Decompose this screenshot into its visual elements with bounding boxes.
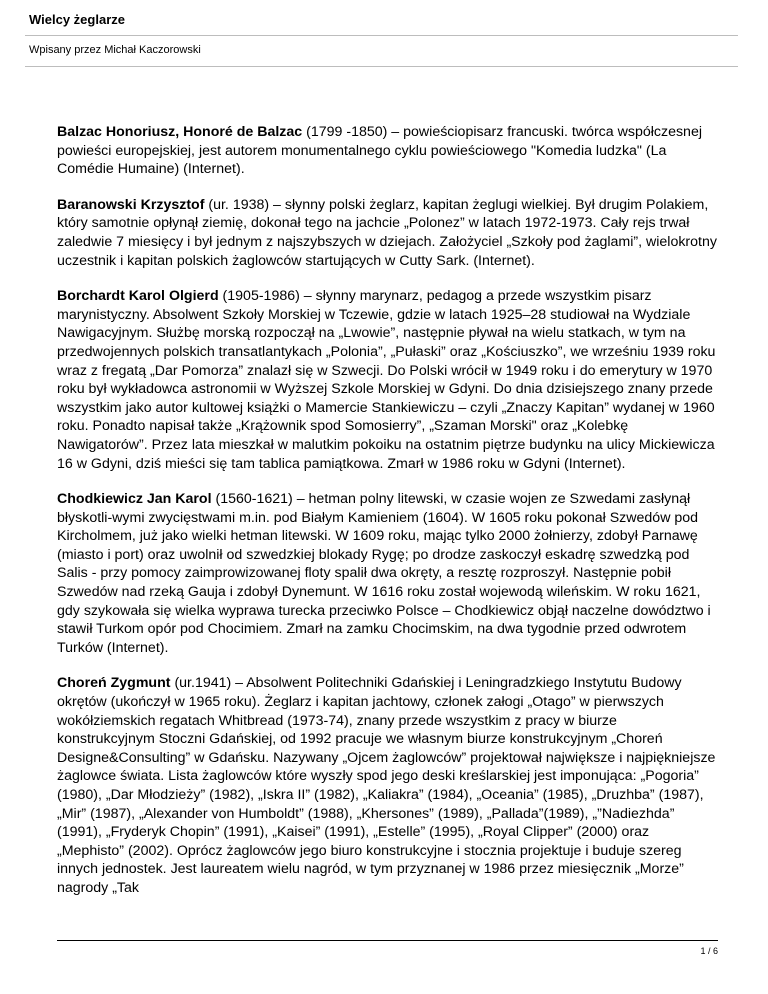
entry-text: (1799 -1850) – powieściopisarz francuski. twórca współczesnej powieści europejskiej, jest autorem monumentalnego cyklu powieściowego "Komedia ludzka" (La Comédie Humaine) (Internet). [57, 124, 702, 178]
entry-text: (1905-1986) – słynny marynarz, pedagog a przede wszystkim pisarz marynistyczny. Absolwent Szkoły Morskiej w Tczewie, gdzie w latach 1925–28 studiował na Wydziale Nawigacyjnym. Służbę morską rozpoczął na „Lwowie”, następnie pływał na wielu statkach, w tym na przedwojennych polskich transatlantykach „Polonia”, „Pułaski” oraz „Kościuszko”, we wrześniu 1939 roku wraz z fregatą „Dar Pomorza” znalazł się w Szwecji. Do Polski wrócił w 1949 roku i do emerytury w 1970 roku był wykładowca astronomii w Wyższej Szkole Morskiej w Gdyni. Do dnia dzisiejszego znany przede wszystkim jako autor kultowej książki o Mamercie Stankiewiczu – czyli „Znaczy Kapitan” wydanej w 1960 roku. Ponadto napisał także „Krążownik spod Somosierry”, „Szaman Morski" oraz „Kolebkę Nawigatorów”. Przez lata mieszkał w malutkim pokoiku na ostatnim piętrze budynku na ulicy Mickiewicza 16 w Gdyni, dziś mieści się tam tablica pamiątkowa. Zmarł w 1986 roku w Gdyni (Internet). [57, 288, 716, 472]
article-body [57, 123, 717, 915]
page-header-title: Wielcy żeglarze [29, 12, 125, 27]
entry-name: Baranowski Krzysztof [57, 196, 205, 213]
page-number: 1 / 6 [700, 946, 718, 956]
entry-text: (1560-1621) – hetman polny litewski, w czasie wojen ze Szwedami zasłynął błyskotli-wymi zwycięstwami m.in. pod Białym Kamieniem (1604). W 1605 roku pokonał Szwedów pod Kircholmem, już jako wielki hetman litewski. W 1609 roku, mając tylko 2000 żołnierzy, zdobył Parnawę (miasto i port) oraz uwolnił od szwedzkiej blokady Rygę; po drodze zaskoczył eskadrę szwedzką pod Salis - przy pomocy zaimprowizowanej floty spalił dwa okręty, a resztę rozproszył. Następnie pobił Szwedów nad rzeką Gauja i zdobył Dynemunt. W 1616 roku został wojewodą wileńskim. W roku 1621, gdy szykowała się wielka wyprawa turecka przeciwko Polsce – Chodkiewicz objął naczelne dowództwo i stawił Turkom opór pod Chocimiem. Zmarł na zamku Chocimskim, na dwa tygodnie przed odwrotem Turków (Internet). [57, 491, 711, 656]
page-header-author: Wpisany przez Michał Kaczorowski [29, 44, 201, 56]
entry-chodkiewicz [57, 490, 717, 657]
header-divider-lower [25, 66, 738, 67]
entry-borchardt [57, 287, 717, 473]
entry-text: (ur. 1938) – słynny polski żeglarz, kapitan żeglugi wielkiej. Był drugim Polakiem, który samotnie opłynął ziemię, dokonał tego na jachcie „Polonez” w latach 1972-1973. Cały rejs trwał zaledwie 7 miesięcy i był jednym z najszybszych w dziejach. Założyciel „Szkoły pod żaglami”, wielokrotny uczestnik i kapitan polskich żaglowców startujących w Cutty Sark. (Internet). [57, 196, 717, 269]
entry-name: Borchardt Karol Olgierd [57, 288, 219, 305]
entry-choren [57, 674, 717, 897]
entry-name: Balzac Honoriusz, Honoré de Balzac [57, 124, 303, 140]
entry-baranowski [57, 196, 717, 270]
entry-name: Chodkiewicz Jan Karol [57, 491, 212, 508]
entry-name: Choreń Zygmunt [57, 675, 171, 692]
entry-balzac [57, 123, 717, 179]
header-divider [25, 35, 738, 36]
entry-text: (ur.1941) – Absolwent Politechniki Gdańskiej i Leningradzkiego Instytutu Budowy okrętów (ukończył w 1965 roku). Żeglarz i kapitan jachtowy, członek załogi „Otago” w pierwszych wokółziemskich regatach Whitbread (1973-74), znany przede wszystkim z pracy w biurze konstrukcyjnym Stoczni Gdańskiej, od 1992 pracuje we własnym biurze konstrukcyjnym „Choreń Designe&Consulting” w Gdańsku. Nazywany „Ojcem żaglowców” projektował największe i najpiękniejsze żaglowce świata. Lista żaglowców które wyszły spod jego deski kreślarskiej jest imponująca: „Pogoria” (1980), „Dar Młodzieży” (1982), „Iskra II” (1982), „Kaliakra” (1984), „Oceania” (1985), „Druzhba” (1987), „Mir” (1987), „Alexander von Humboldt” (1988), „Khersones” (1989), „Pallada”(1989), „”Nadiezhda” (1991), „Fryderyk Chopin” (1991), „Kaisei” (1991), „Estelle” (1995), „Royal Clipper” (2000) oraz „Mephisto” (2002). Oprócz żaglowców jego biuro konstrukcyjne i stocznia projektuje i buduje szereg innych jednostek. Jest laureatem wielu nagród, w tym przyznanej w 1986 przez miesięcznik „Morze” nagrody „Tak [57, 675, 716, 896]
footer-divider [57, 940, 718, 941]
